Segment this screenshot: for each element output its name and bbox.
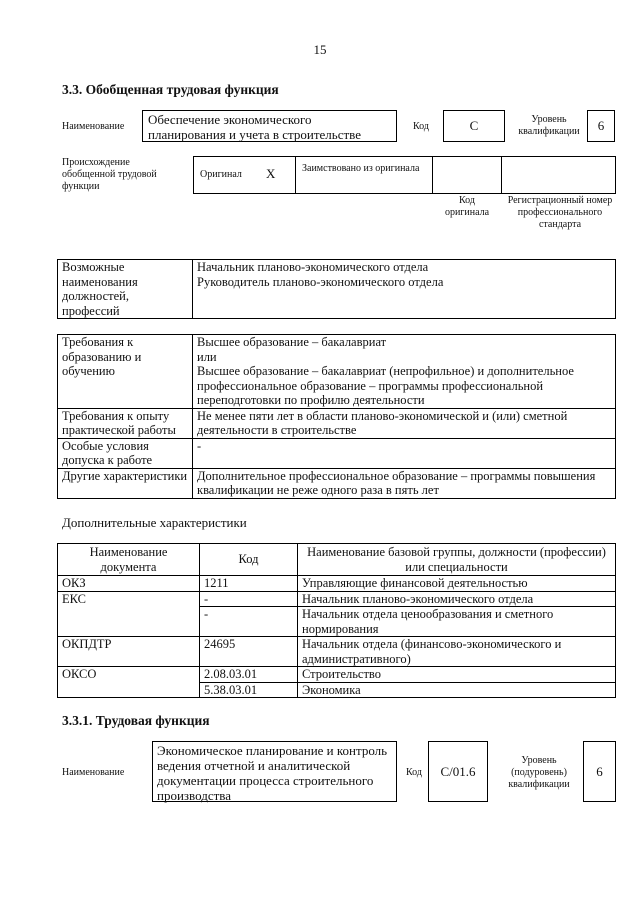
- req-education-value: [193, 335, 616, 409]
- section-heading: 3.3. Обобщенная трудовая функция: [62, 82, 279, 97]
- row-code: 1211: [200, 576, 298, 592]
- origin-label: Происхождение обобщенной трудовой функции: [62, 157, 157, 192]
- name-value: Обеспечение экономического планирования и учета в строительстве: [148, 112, 361, 142]
- lf-level-value: 6: [596, 764, 603, 779]
- row-name: Управляющие финансовой деятельностью: [298, 576, 616, 592]
- positions-values: [193, 260, 616, 319]
- position-item: Начальник планово-экономического отдела: [197, 260, 429, 274]
- page-number: 15: [313, 42, 327, 57]
- req-other-label: Другие характеристики: [58, 468, 193, 498]
- level-value-box: [587, 110, 615, 142]
- req-education-label: Требования к образованию и обучению: [58, 335, 193, 409]
- lf-code-box: [428, 741, 488, 802]
- col-name: Наименование базовой группы, должности (профессии) или специальности: [298, 544, 616, 576]
- additional-heading: Дополнительные характеристики: [62, 515, 247, 530]
- borrowed-label: Заимствовано из оригинала: [302, 163, 420, 174]
- col-code: Код: [200, 544, 298, 576]
- req-special-value: -: [193, 438, 616, 468]
- lf-code-label: Код: [406, 767, 422, 778]
- req-line: Высшее образование – бакалавриат (непрофильное) и дополнительное профессиональное образование – программы профессиональной переподготовки по профилю деятельности: [197, 364, 574, 407]
- row-doc: ЕКС: [58, 591, 200, 637]
- lf-code-value: C/01.6: [440, 764, 476, 779]
- row-name: Строительство: [298, 667, 616, 683]
- req-line: Высшее образование – бакалавриат: [197, 335, 387, 349]
- row-code: 2.08.03.01: [200, 667, 298, 683]
- row-name: Экономика: [298, 682, 616, 698]
- level-value: 6: [597, 118, 605, 133]
- requirements-table: [57, 334, 616, 499]
- name-label: Наименование: [62, 121, 125, 132]
- lf-name-box: [152, 741, 397, 802]
- origin-box: [193, 156, 616, 194]
- lf-level-line1: Уровень: [521, 755, 557, 766]
- code-value: C: [469, 118, 479, 133]
- name-value-box: [142, 110, 397, 142]
- lf-name-label: Наименование: [62, 767, 125, 778]
- row-doc: ОКСО: [58, 667, 200, 698]
- level-label: [508, 114, 590, 138]
- original-mark: X: [266, 166, 276, 181]
- req-experience-value: Не менее пяти лет в области планово-экономической и (или) сметной деятельности в строительстве: [193, 408, 616, 438]
- original-label: Оригинал: [200, 169, 242, 180]
- positions-label: Возможные наименования должностей, профессий: [58, 260, 193, 319]
- row-code: -: [200, 591, 298, 607]
- labor-function-heading: 3.3.1. Трудовая функция: [62, 713, 210, 728]
- row-name: Начальник планово-экономического отдела: [298, 591, 616, 607]
- lf-level-box: [583, 741, 616, 802]
- position-item: Руководитель планово-экономического отдела: [197, 274, 444, 289]
- origin-divider-1: [295, 156, 296, 194]
- code-value-box: [443, 110, 505, 142]
- row-doc: ОКПДТР: [58, 637, 200, 667]
- code-label: Код: [413, 121, 429, 132]
- row-code: -: [200, 607, 298, 637]
- level-label-line2: квалификации: [518, 126, 580, 137]
- row-doc: ОКЗ: [58, 576, 200, 592]
- req-experience-label: Требования к опыту практической работы: [58, 408, 193, 438]
- lf-level-line2: (подуровень): [511, 767, 567, 778]
- origin-divider-2: [432, 156, 433, 194]
- req-other-value: Дополнительное профессиональное образование – программы повышения квалификации не реже одного раза в пять лет: [193, 468, 616, 498]
- lf-level-label: [500, 755, 578, 791]
- additional-table: [57, 543, 616, 698]
- level-label-line1: Уровень: [531, 114, 567, 125]
- code-original-label: Код оригинала: [444, 195, 490, 218]
- req-line: или: [197, 349, 217, 364]
- origin-divider-3: [501, 156, 502, 194]
- reg-number-label: Регистрационный номер профессионального стандарта: [507, 195, 613, 230]
- row-name: Начальник отдела (финансово-экономического и административного): [298, 637, 616, 667]
- row-code: 24695: [200, 637, 298, 667]
- row-name: Начальник отдела ценообразования и сметного нормирования: [298, 607, 616, 637]
- lf-level-line3: квалификации: [508, 779, 570, 790]
- row-code: 5.38.03.01: [200, 682, 298, 698]
- req-special-label: Особые условия допуска к работе: [58, 438, 193, 468]
- col-document: Наименование документа: [58, 544, 200, 576]
- lf-name-value: Экономическое планирование и контроль ведения отчетной и аналитической документации процесса строительного производства: [157, 743, 388, 803]
- positions-table: [57, 259, 616, 319]
